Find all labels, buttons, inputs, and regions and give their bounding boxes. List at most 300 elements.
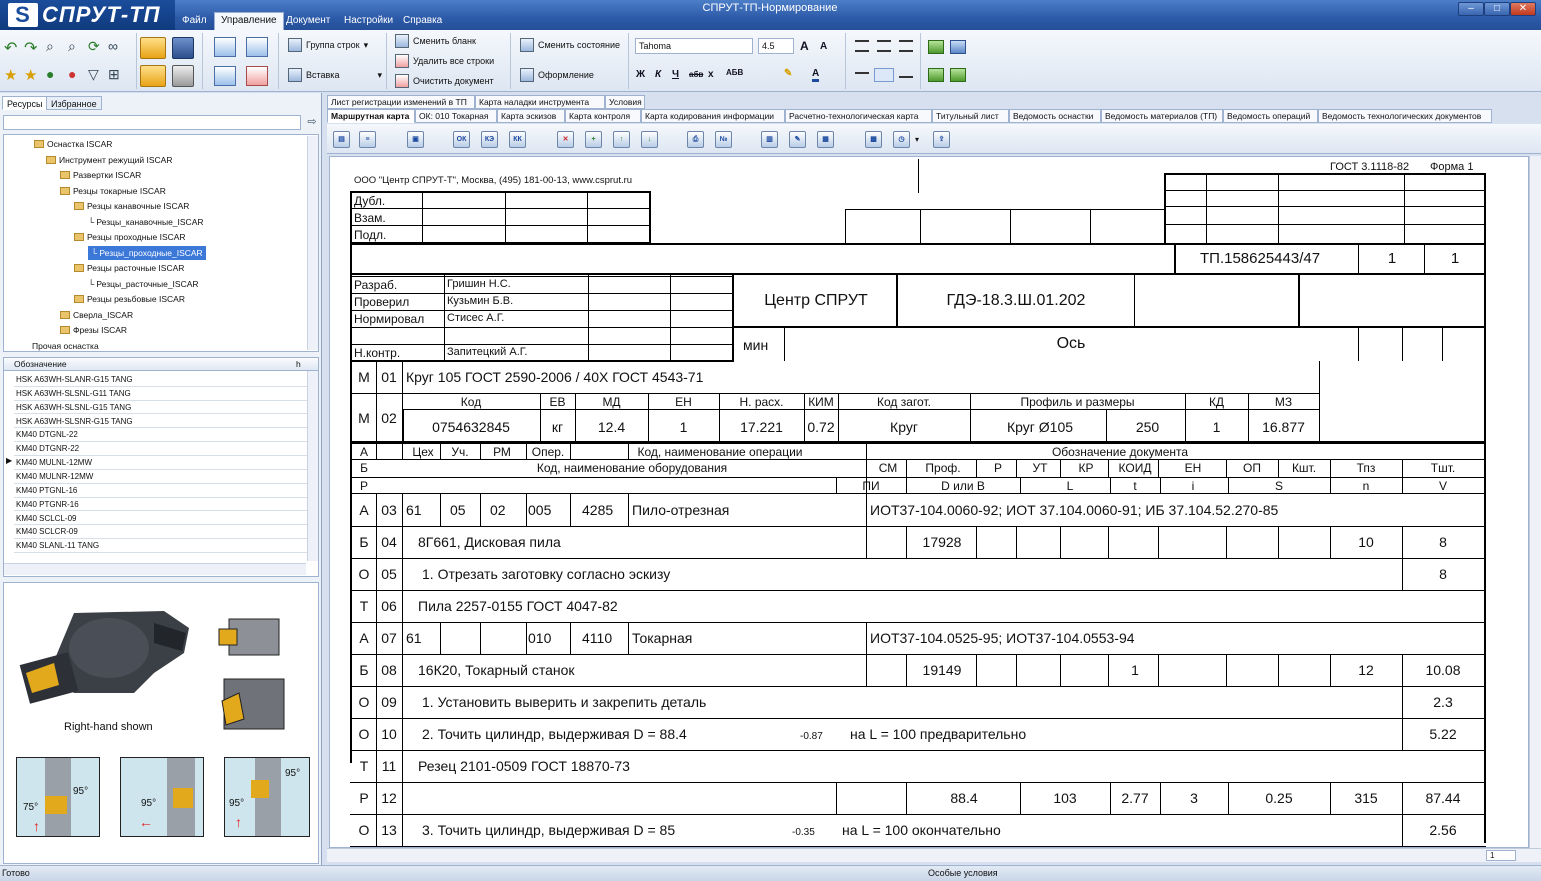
tree-node[interactable]: Резцы проходные ISCAR [74,230,186,244]
grid-line [440,443,441,459]
close-icon[interactable]: ✕ [1510,2,1536,16]
grid-line [906,459,907,477]
font-color-icon[interactable]: A [812,68,819,82]
holder-image [14,593,194,723]
grid-line [866,654,867,686]
row-a: М [358,369,370,385]
row-a: М [358,410,370,426]
grid-scrollbar[interactable] [307,371,318,561]
grid-line [526,494,527,526]
grid-line [350,393,1320,394]
find-icon[interactable]: ⌕ [46,38,54,54]
grid-line [1106,409,1107,441]
grid-line [350,273,1486,275]
tpz-value: 10 [1358,534,1374,550]
tab-favorites[interactable]: Избранное [46,96,102,110]
delete-all-rows-button[interactable]: Удалить все строки [395,54,494,68]
header-r: D или В [941,479,985,493]
ok-icon[interactable]: ОК [453,131,470,148]
search-go-icon[interactable]: ⇨ [307,116,317,128]
prof-value: 19149 [922,662,962,678]
pages-icon[interactable]: ▤ [333,131,350,148]
tree-node[interactable]: Резцы канавочные ISCAR [74,199,189,213]
min-label: мин [743,337,769,353]
grid-line [350,459,1486,460]
grid-line [350,327,734,328]
folder-icon [60,326,70,334]
grid-line [350,276,734,277]
clear-document-button[interactable]: Очистить документ [395,74,494,88]
sheet-vscrollbar[interactable] [1529,156,1541,848]
strike-button[interactable]: абв [689,70,704,79]
grid-line [1110,477,1111,493]
header-a: Уч. [451,445,469,459]
tabs-row-2 [327,109,1541,123]
material-value: Круг Ø105 [1006,419,1074,435]
row-delete-icon[interactable] [246,66,268,86]
row-number: 09 [381,694,397,710]
grid-line [906,477,907,493]
tab-row2-7[interactable]: Ведомость оснастки [1009,109,1101,123]
clock-icon[interactable]: ◷ [893,131,910,148]
grid-line [402,494,403,526]
valign-top-icon[interactable] [855,72,869,74]
nkontr-value: Запитецкий А.Г. [447,346,528,358]
header-r: n [1362,479,1370,493]
grid-line [1424,245,1425,275]
grid-line [350,622,1486,623]
document-reference: ИОТ37-104.0060-92; ИОТ 37.104.0060-91; ИБ 37.104.52.270-85 [870,502,1279,518]
header-a: Опер. [531,445,565,459]
grid-line [1090,209,1091,243]
grid-row[interactable]: KM40 MULNR-12MW [14,470,309,484]
material-header: Код [460,395,482,409]
highlight-icon[interactable]: ✎ [784,68,793,79]
row-text: Резец 2101-0509 ГОСТ 18870-73 [418,758,630,774]
header-b: Б [360,461,368,475]
merge-right-icon[interactable] [950,68,966,82]
grid-line [444,275,445,361]
grid-line [918,159,919,193]
grid-line [906,526,907,558]
close-folder-icon[interactable] [140,65,166,87]
grid-line [402,558,403,590]
grid-row[interactable]: KM40 SCLCR-09 [14,525,309,539]
row-number: 11 [381,758,397,774]
grid-line [1226,526,1227,558]
grid-line [1298,275,1300,327]
folder-icon [60,171,70,179]
grid-row[interactable]: KM40 MULNL-12MW [14,456,309,470]
header-r: S [1274,479,1283,493]
grid-line [350,344,734,345]
properties-icon[interactable]: ▦ [817,131,834,148]
folder-icon [74,295,84,303]
save-icon[interactable] [172,37,194,59]
grid-line [1174,245,1176,275]
tab-resources[interactable]: Ресурсы [2,96,48,110]
font-grow-icon[interactable]: A [800,39,809,53]
tree-node[interactable]: Оснастка ISCAR [34,137,112,151]
header-b: УТ [1032,461,1048,475]
grid-line [350,750,1486,751]
tree-icon[interactable]: ⊞ [108,66,120,82]
font-size-select[interactable]: 4.5 [758,38,794,54]
grid-line [376,443,377,459]
redo-icon[interactable]: ↷ [24,40,38,57]
maximize-icon[interactable]: □ [1484,2,1510,16]
grid-row[interactable]: KM40 PTGNL-16 [14,484,309,498]
split-icon[interactable] [950,40,966,54]
folder-icon [34,140,44,148]
row-number: 06 [381,598,397,614]
print-icon[interactable] [172,65,194,87]
tree-node[interactable]: Резцы расточные ISCAR [74,261,184,275]
grid-row[interactable]: HSK A63WH-SLSNR-G15 TANG [14,415,309,429]
grid-line [1330,477,1331,493]
resource-grid [3,357,319,577]
header-b: Тпз [1356,461,1376,475]
op-field: Пило-отрезная [632,502,730,518]
row-number: 04 [381,534,397,550]
razrab-value: Гришин Н.С. [447,278,511,290]
arrow-left-icon: ← [139,814,153,830]
status-bar [0,865,1541,881]
doc-delete-icon[interactable]: ✕ [557,131,574,148]
menu-document[interactable]: Документ [286,15,331,26]
tree-node[interactable]: Фрезы ISCAR [60,323,127,337]
header-b: Р [993,461,1002,475]
folder-icon [74,233,84,241]
grid-line [350,814,1486,815]
grid-line [866,526,867,558]
tree-scrollbar[interactable] [307,136,318,350]
tree-node[interactable]: Сверла_ISCAR [60,308,133,322]
grid-line [845,209,846,243]
grid-line [1278,173,1279,243]
tree-node[interactable]: Развертки ISCAR [60,168,141,182]
r-t: 2.77 [1121,790,1149,806]
header-b: КОИД [1118,461,1152,475]
doc-up-icon[interactable]: ↑ [613,131,630,148]
tab-row2-3[interactable]: Карта контроля [565,109,641,123]
grid-line [920,209,921,243]
material-header: Н. расх. [739,395,784,409]
change-form-button[interactable]: Сменить бланк [395,34,476,48]
tsht-value: 8 [1439,534,1447,550]
grid-line [670,275,671,361]
kk-icon[interactable]: КК [509,131,526,148]
list-icon[interactable]: ≡ [359,131,376,148]
star-icon[interactable]: ★ [4,67,18,84]
undo-icon[interactable]: ↶ [4,40,18,57]
view-2: 95° ← [120,757,204,837]
part-name: Ось [1056,335,1086,352]
material-header: КИМ [808,395,834,409]
tsht-value: 2.3 [1433,694,1453,710]
change-state-button[interactable]: Сменить состояние [520,38,620,52]
company-line: ООО "Центр СПРУТ-Т", Москва, (495) 181-00-13, www.csprut.ru [354,175,633,186]
quick-tools [4,38,132,88]
material-header: МЗ [1274,395,1293,409]
grid-line [1164,224,1486,225]
grid-row[interactable]: KM40 DTGNL-22 [14,428,309,442]
grid-line [1319,361,1320,443]
header-b: СМ [878,461,898,475]
grid-line [1358,327,1359,361]
grid-row[interactable]: KM40 SCLCL-09 [14,512,309,526]
row-text: 2. Точить цилиндр, выдерживая D = 88.4 [422,726,687,742]
tab-row2-8[interactable]: Ведомость материалов (ТП) [1101,109,1223,123]
renumber-icon[interactable]: № [715,131,732,148]
window-title: СПРУТ-ТП-Нормирование [702,2,838,14]
bold-button[interactable]: Ж [636,69,646,80]
merge-icon[interactable] [928,40,944,54]
page-number-input[interactable]: 1 [1486,850,1516,861]
grid-line [402,590,403,622]
insert-button[interactable]: Вставка ▾ [288,68,382,82]
sheet-hscrollbar[interactable] [327,848,1541,862]
form-label: Форма 1 [1430,161,1474,173]
grid-row[interactable]: KM40 SLANL-11 TANG [14,539,309,553]
grid-line [350,846,1486,847]
tab-row2-4[interactable]: Карта кодирования информации [641,109,785,123]
export-icon[interactable]: ⇪ [933,131,950,148]
grid-line [526,443,527,459]
menu-settings[interactable]: Настройки [344,15,394,26]
grid-line [1016,526,1017,558]
binoculars-icon[interactable]: ∞ [108,38,118,54]
grid-line [976,654,977,686]
underline-button[interactable]: Ч [672,69,680,80]
menu-manage[interactable]: Управление [214,12,284,30]
row-a: О [358,566,370,582]
row-above-icon[interactable] [214,37,236,57]
grid-row[interactable]: KM40 DTGNR-22 [14,442,309,456]
row-a: Б [359,534,369,550]
tab-row2-2[interactable]: Карта эскизов [497,109,565,123]
tree-node[interactable]: └ Резцы_проходные_ISCAR [88,246,206,260]
vzam-label: Взам. [354,211,386,225]
grid-line [440,494,441,526]
gost-label: ГОСТ 3.1118-82 [1330,161,1410,173]
header-a: Обозначение документа [1051,445,1189,459]
valign-bottom-icon[interactable] [899,76,913,78]
header-b: Тшт. [1430,461,1456,475]
font-shrink-icon[interactable]: A [820,41,828,52]
tab-row1-2[interactable]: Условия [605,95,645,109]
tree-node[interactable]: Резцы резьбовые ISCAR [74,292,185,306]
nkontr-label: Н.контр. [354,346,401,360]
zoom-icon[interactable]: ⌕ [68,38,76,54]
grid-line [1164,206,1486,207]
tab-row2-5[interactable]: Расчетно-технологическая карта [785,109,932,123]
tab-row2-10[interactable]: Ведомость технологических документов [1318,109,1492,123]
grid-line [845,209,1165,210]
material-value: 0754632845 [432,419,510,435]
row-a: Б [359,662,369,678]
row-text: 16К20, Токарный станок [418,662,575,678]
tree-node[interactable]: Прочая оснастка [32,340,99,351]
tab-row2-6[interactable]: Титульный лист [932,109,1009,123]
grid-line [1206,173,1207,243]
valign-middle-icon[interactable] [874,68,894,82]
menu-help[interactable]: Справка [403,15,443,26]
sheet-icon[interactable]: ▥ [761,131,778,148]
r-n: 315 [1354,790,1378,806]
merge-down-icon[interactable] [928,68,944,82]
folder-icon [60,311,70,319]
grid-row[interactable]: HSK A63WH-SLANR-G15 TANG [14,373,309,387]
tree-node[interactable]: └ Резцы_расточные_ISCAR [88,278,199,289]
grid-line [350,191,651,193]
menu-file[interactable]: Файл [182,15,207,26]
grid-line [376,361,377,443]
row-text: 1. Отрезать заготовку согласно эскизу [422,566,671,582]
grid-line [1134,275,1135,327]
status-conditions: Особые условия [928,868,998,878]
print-doc-icon[interactable]: ⎙ [687,131,704,148]
row-number: 01 [381,369,397,385]
ke-icon[interactable]: КЭ [481,131,498,148]
header-r: ПИ [862,479,880,493]
row-text-tail: на L = 100 окончательно [842,822,1001,838]
material-header: Код загот. [877,395,931,409]
tab-row1-0[interactable]: Лист регистрации изменений в ТП [327,95,475,109]
open-folder-icon[interactable] [140,37,166,59]
grid-line [649,191,651,243]
refresh-icon[interactable]: ⟳ [88,38,100,54]
grid-line [784,327,785,361]
document-toolbar [327,124,1541,154]
grid-line [976,459,977,477]
grid-line [1164,173,1166,243]
grid-line [1278,459,1279,477]
material-value: Круг [890,419,918,435]
material-value: 1 [1212,419,1221,435]
header-r: Р [359,479,368,493]
filter-icon[interactable]: ▽ [88,66,99,82]
grid-line [350,443,1486,444]
grid-line [350,493,1486,494]
case-button[interactable]: АБВ [726,68,744,77]
italic-button[interactable]: К [655,69,662,80]
grid-line [732,275,734,361]
tree-node[interactable]: Резцы токарные ISCAR [60,184,166,198]
edit-icon[interactable]: ✎ [789,131,806,148]
part-designation: ГДЭ-18.3.Ш.01.202 [946,292,1086,309]
document-reference: ИОТ37-104.0525-95; ИОТ37-104.0553-94 [870,630,1135,646]
tree-node[interactable]: Инструмент режущий ISCAR [46,153,172,167]
grid-line [1108,459,1109,477]
row-number: 02 [381,410,397,426]
group-rows-button[interactable]: Группа строк ▾ [288,38,368,52]
remove-icon[interactable]: ● [68,66,77,82]
grid-line [1060,459,1061,477]
star-add-icon[interactable]: ★ [24,67,38,84]
folder-icon [74,264,84,272]
grid-line [1020,477,1021,493]
row-insert-icon[interactable] [214,66,236,86]
material-header: ЕН [675,395,692,409]
folder-icon [60,187,70,195]
calc-icon[interactable]: ▩ [865,131,882,148]
add-icon[interactable]: ● [46,66,55,82]
clock-dropdown-icon[interactable]: ▾ [915,135,920,144]
folder-icon [74,202,84,210]
arrow-up-icon: ↑ [235,814,242,830]
grid-line [480,622,481,654]
align-right-icon[interactable] [899,40,913,52]
copy-doc-icon[interactable]: ▣ [407,131,424,148]
app-logo: S СПРУТ-ТП [0,0,175,30]
grid-line [402,718,403,750]
op-field: 61 [406,502,422,518]
row-a: О [358,694,370,710]
grid-line [587,191,588,243]
grid-line [1108,526,1109,558]
grid-line [402,654,403,686]
decoration-button[interactable]: Оформление [520,68,594,82]
grid-line [1402,477,1403,493]
font-select[interactable]: Tahoma [635,38,753,54]
row-below-icon[interactable] [246,37,268,57]
grid-row[interactable]: KM40 PTGNR-16 [14,498,309,512]
leaf-connector-icon: └ [91,247,100,258]
grid-line [588,275,589,361]
grid-line [350,360,734,362]
organization: Центр СПРУТ [764,292,868,309]
header-b: КР [1078,461,1094,475]
tree-node[interactable]: └ Резцы_канавочные_ISCAR [88,216,204,227]
subscript-icon[interactable]: x [708,69,714,80]
doc-down-icon[interactable]: ↓ [641,131,658,148]
grid-row[interactable]: HSK A63WH-SLSNL-G11 TANG [14,387,309,401]
header-r: i [1191,479,1195,493]
material-description: Круг 105 ГОСТ 2590-2006 / 40Х ГОСТ 4543-71 [406,369,704,385]
grid-line [1402,327,1403,361]
grid-hscrollbar[interactable] [4,563,306,575]
tab-row1-1[interactable]: Карта наладки инструмента [475,95,605,109]
header-r: V [1438,479,1447,493]
material-value: 250 [1135,419,1160,435]
doc-add-icon[interactable]: + [585,131,602,148]
align-left-icon[interactable] [855,40,869,52]
tab-row2-1[interactable]: ОК: 010 Токарная [415,109,497,123]
grid-line [570,494,571,526]
grid-line [350,718,1486,719]
grid-row[interactable]: HSK A63WH-SLSNL-G15 TANG [14,401,309,415]
grid-line [440,622,441,654]
koid-value: 1 [1131,662,1139,678]
checker-value: Кузьмин Б.В. [447,295,514,307]
align-center-icon[interactable] [877,40,891,52]
minimize-icon[interactable]: – [1458,2,1484,16]
tab-row2-9[interactable]: Ведомость операций [1223,109,1318,123]
resource-search-input[interactable] [3,115,301,130]
material-value: 0.72 [807,419,835,435]
row-a: А [359,502,369,518]
tab-row2-0[interactable]: Маршрутная карта [327,109,415,123]
material-value: 12.4 [597,419,626,435]
grid-line [402,750,403,782]
grid-line [350,310,734,311]
row-number: 10 [381,726,397,742]
grid-line [570,622,571,654]
grid-line [628,494,629,526]
grid-line [836,782,837,814]
checker-label: Проверил [354,295,410,309]
